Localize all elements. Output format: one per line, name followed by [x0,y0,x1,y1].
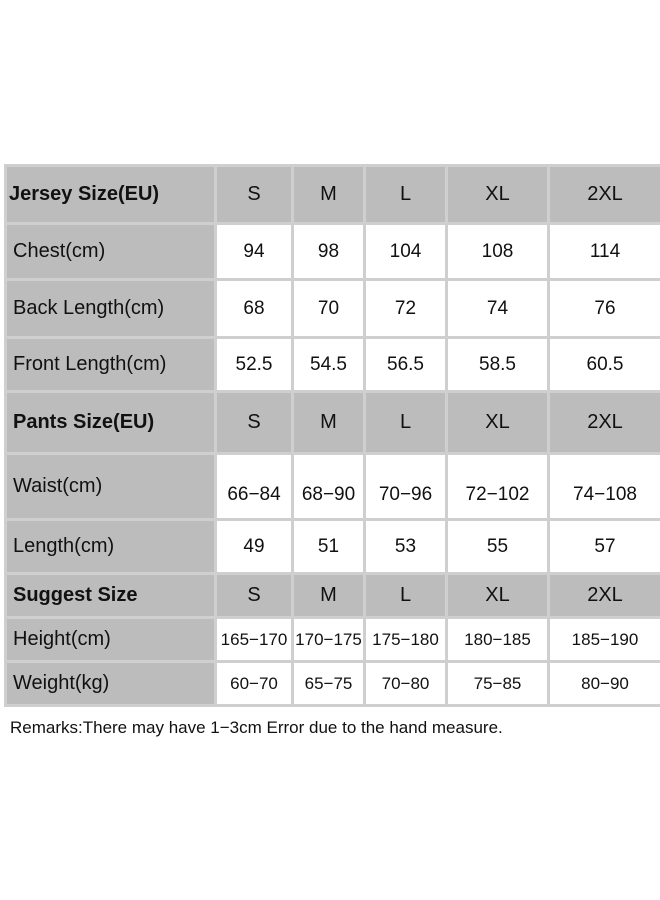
table-cell: 58.5 [447,338,549,392]
table-cell: 55 [447,520,549,574]
pants-header-row [6,392,660,454]
table-cell: 185−190 [549,618,660,662]
jersey-header-row [6,166,660,224]
size-header-m: M [293,392,365,454]
weight-row [6,662,660,706]
table-cell: 65−75 [293,662,365,706]
size-header-2xl: 2XL [549,392,660,454]
table-cell: 72 [365,280,447,338]
table-cell: 108 [447,224,549,280]
waist-row [6,454,660,520]
size-header-s: S [216,166,293,224]
size-header-xl: XL [447,392,549,454]
table-cell: 56.5 [365,338,447,392]
table-cell: 51 [293,520,365,574]
jersey-size-label: Jersey Size(EU) [6,166,216,224]
table-cell: 94 [216,224,293,280]
table-cell: 74 [447,280,549,338]
table-cell: 114 [549,224,660,280]
table-cell: 68 [216,280,293,338]
row-label: Weight(kg) [6,662,216,706]
length-row [6,520,660,574]
pants-size-label: Pants Size(EU) [6,392,216,454]
row-label: Waist(cm) [6,454,216,520]
size-chart-table [4,164,660,707]
table-cell: 180−185 [447,618,549,662]
table-cell: 76 [549,280,660,338]
size-header-s: S [216,392,293,454]
table-cell: 54.5 [293,338,365,392]
remarks-note: Remarks:There may have 1−3cm Error due to the hand measure. [10,718,503,737]
size-header-m: M [293,166,365,224]
table-cell: 75−85 [447,662,549,706]
table-cell: 175−180 [365,618,447,662]
size-header-s: S [216,574,293,618]
table-cell: 53 [365,520,447,574]
size-header-2xl: 2XL [549,166,660,224]
row-label: Front Length(cm) [6,338,216,392]
size-header-xl: XL [447,574,549,618]
table-cell: 70−96 [365,454,447,520]
row-label: Chest(cm) [6,224,216,280]
table-cell: 57 [549,520,660,574]
size-header-l: L [365,574,447,618]
table-cell: 49 [216,520,293,574]
size-header-2xl: 2XL [549,574,660,618]
size-header-l: L [365,166,447,224]
table-cell: 74−108 [549,454,660,520]
back-length-row [6,280,660,338]
table-cell: 98 [293,224,365,280]
table-cell: 70−80 [365,662,447,706]
size-header-l: L [365,392,447,454]
size-header-xl: XL [447,166,549,224]
table-cell: 72−102 [447,454,549,520]
table-cell: 66−84 [216,454,293,520]
table-cell: 60.5 [549,338,660,392]
chest-row [6,224,660,280]
front-length-row [6,338,660,392]
size-header-m: M [293,574,365,618]
table-cell: 68−90 [293,454,365,520]
table-cell: 80−90 [549,662,660,706]
row-label: Height(cm) [6,618,216,662]
table-cell: 52.5 [216,338,293,392]
height-row [6,618,660,662]
table-cell: 170−175 [293,618,365,662]
table-cell: 60−70 [216,662,293,706]
suggest-header-row [6,574,660,618]
row-label: Length(cm) [6,520,216,574]
table-cell: 165−170 [216,618,293,662]
table-cell: 70 [293,280,365,338]
row-label: Back Length(cm) [6,280,216,338]
suggest-size-label: Suggest Size [6,574,216,618]
table-cell: 104 [365,224,447,280]
